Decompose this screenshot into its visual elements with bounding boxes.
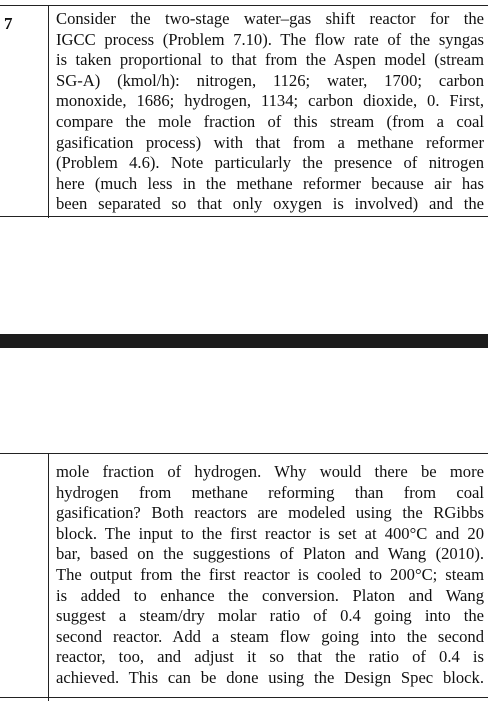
column-divider xyxy=(48,6,49,218)
question-number: 7 xyxy=(4,14,13,33)
page-separator-bar xyxy=(0,334,488,348)
text-line: SG-A) (kmol/h): nitrogen, 1126; water, 1700; carbon xyxy=(56,70,484,90)
text-line: gasification? Both reactors are modeled using the RGibbs xyxy=(56,503,484,523)
text-line: gasification process) with that from a methane reformer xyxy=(56,132,484,152)
text-line: (Problem 4.6). Note particularly the presence of nitrogen xyxy=(56,153,484,173)
question-table-top xyxy=(0,5,488,217)
column-divider xyxy=(48,454,49,701)
cropped-previous-text xyxy=(0,0,488,4)
question-text-bottom xyxy=(56,462,484,689)
text-line: IGCC process (Problem 7.10). The flow rate of the syngas xyxy=(56,29,484,49)
text-line: is taken proportional to that from the Aspen model (stream xyxy=(56,50,484,70)
text-line: reactor, too, and adjust it so that the ratio of 0.4 is xyxy=(56,647,484,667)
text-line: been separated so that only oxygen is involved) and the xyxy=(56,194,484,214)
text-line: here (much less in the methane reformer because air has xyxy=(56,173,484,193)
text-line: compare the mole fraction of this stream (from a coal xyxy=(56,111,484,131)
text-line: The output from the first reactor is cooled to 200°C; steam xyxy=(56,564,484,584)
text-line: monoxide, 1686; hydrogen, 1134; carbon dioxide, 0. First, xyxy=(56,91,484,111)
text-line: achieved. This can be done using the Design Spec block. xyxy=(56,667,484,687)
text-line: hydrogen from methane reforming than from coal xyxy=(56,482,484,502)
text-line: is added to enhance the conversion. Platon and Wang xyxy=(56,585,484,605)
text-line: block. The input to the first reactor is set at 400°C and 20 xyxy=(56,523,484,543)
question-text-top xyxy=(56,9,484,215)
text-line: mole fraction of hydrogen. Why would there be more xyxy=(56,462,484,481)
text-line: Consider the two-stage water–gas shift reactor for the xyxy=(56,9,484,28)
question-table-bottom xyxy=(0,453,488,700)
bottom-rule xyxy=(0,697,488,698)
text-line: suggest a steam/dry molar ratio of 0.4 going into the xyxy=(56,606,484,626)
text-line: second reactor. Add a steam flow going into the second xyxy=(56,626,484,646)
text-line: bar, based on the suggestions of Platon and Wang (2010). xyxy=(56,544,484,564)
